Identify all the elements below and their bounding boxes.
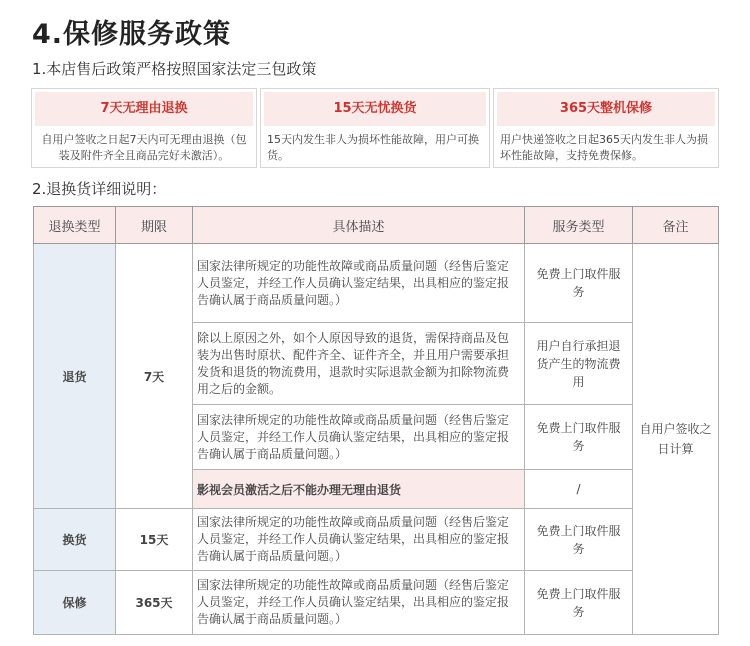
period-cell-warranty: 365天 [116,571,193,635]
table-header-row [34,207,719,244]
table-row [34,244,719,323]
return-policy-table [33,206,719,635]
section-heading-policy: 1.本店售后政策严格按照国家法定三包政策 [32,60,317,78]
header-type: 退换类型 [34,207,116,244]
type-cell-return: 退货 [34,244,116,509]
period-cell-return: 7天 [116,244,193,509]
type-cell-warranty: 保修 [34,571,116,635]
page-title: 4.保修服务政策 [32,19,232,50]
table-row [34,571,719,635]
service-cell: 免费上门取件服务 [525,244,633,323]
description-cell-highlight: 影视会员激活之后不能办理无理由退货 [193,470,525,509]
header-service: 服务类型 [525,207,633,244]
policy-cards [31,88,719,168]
card-body: 用户快递签收之日起365天内发生非人为损坏性能故障，支持免费保修。 [500,133,708,162]
policy-card-365day-warranty [493,88,719,168]
description-cell: 国家法律所规定的功能性故障或商品质量问题（经售后鉴定人员鉴定，并经工作人员确认鉴定结果，出具相应的鉴定报告确认属于商品质量问题。） [193,405,525,470]
description-cell: 国家法律所规定的功能性故障或商品质量问题（经售后鉴定人员鉴定，并经工作人员确认鉴定结果，出具相应的鉴定报告确认属于商品质量问题。） [193,244,525,323]
section-heading-details: 2.退换货详细说明： [32,180,167,198]
policy-card-15day-exchange [260,88,490,168]
description-cell: 除以上原因之外，如个人原因导致的退货，需保持商品及包装为出售时原状、配件齐全、证件齐全，并且用户需要承担发货和退货的物流费用，退款时实际退款金额为扣除物流费用之后的金额。 [193,323,525,405]
service-cell: 用户自行承担退货产生的物流费用 [525,323,633,405]
card-title: 7天无理由退换 [35,92,253,126]
period-cell-exchange: 15天 [116,509,193,571]
header-period: 期限 [116,207,193,244]
service-cell: 免费上门取件服务 [525,509,633,571]
description-cell: 国家法律所规定的功能性故障或商品质量问题（经售后鉴定人员鉴定，并经工作人员确认鉴定结果，出具相应的鉴定报告确认属于商品质量问题。） [193,571,525,635]
card-title: 365天整机保修 [497,92,715,126]
header-note: 备注 [633,207,719,244]
header-description: 具体描述 [193,207,525,244]
note-cell: 自用户签收之日计算 [633,244,719,635]
card-body: 自用户签收之日起7天内可无理由退换（包装及附件齐全且商品完好未激活）。 [41,133,247,162]
card-title: 15天无忧换货 [264,92,486,126]
service-cell: 免费上门取件服务 [525,405,633,470]
policy-card-7day-return [31,88,257,168]
description-cell: 国家法律所规定的功能性故障或商品质量问题（经售后鉴定人员鉴定，并经工作人员确认鉴定结果，出具相应的鉴定报告确认属于商品质量问题。） [193,509,525,571]
table-row [34,509,719,571]
service-cell: 免费上门取件服务 [525,571,633,635]
type-cell-exchange: 换货 [34,509,116,571]
card-body: 15天内发生非人为损坏性能故障，用户可换货。 [267,133,479,162]
service-cell: / [525,470,633,509]
